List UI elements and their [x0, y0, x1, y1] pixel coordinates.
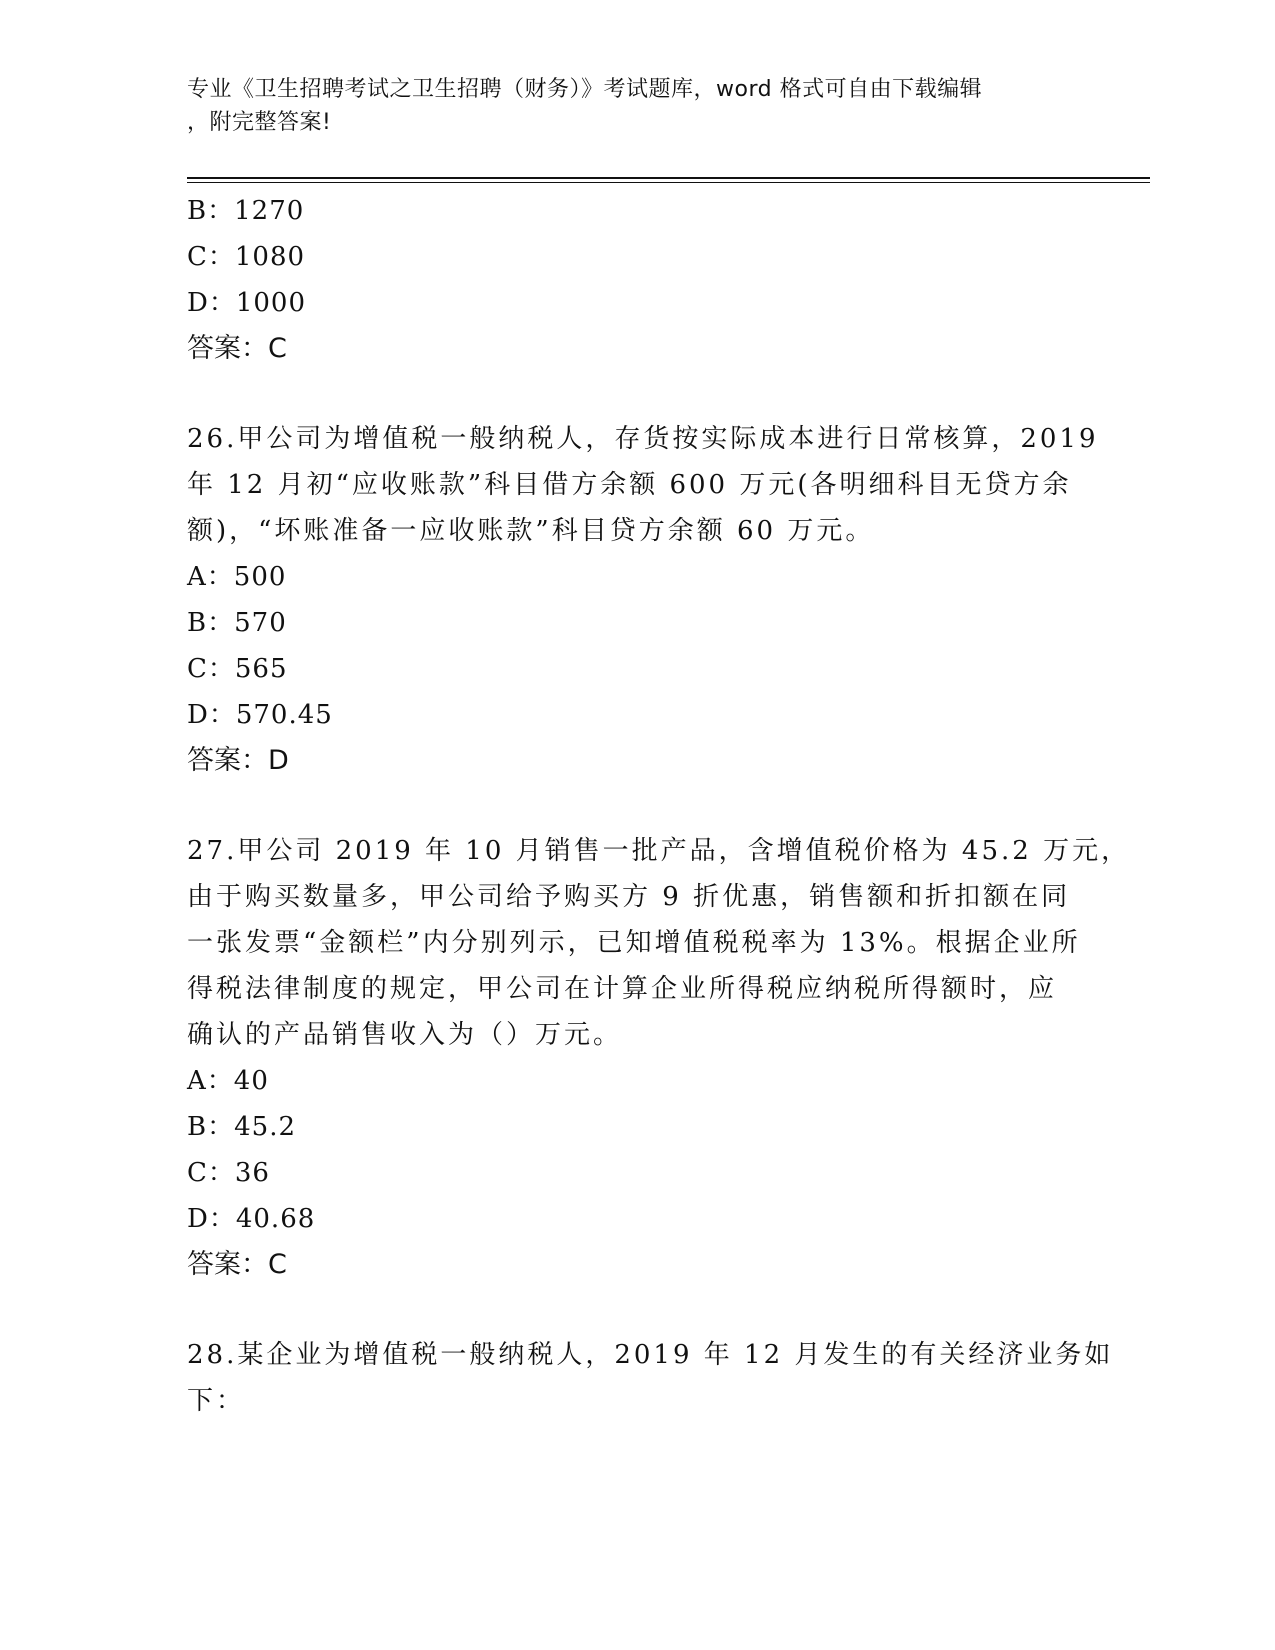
option-b: B：45.2: [187, 1112, 296, 1142]
header-rule-thick: [187, 177, 1150, 179]
option-b: B：1270: [187, 196, 305, 226]
question-stem-line: 年 12 月初“应收账款”科目借方余额 600 万元(各明细科目无贷方余: [187, 470, 1072, 500]
question-stem-line: 确认的产品销售收入为（）万元。: [187, 1020, 623, 1050]
option-a: A：500: [187, 562, 287, 592]
question-spacer: [187, 372, 1087, 416]
option-d: D：40.68: [187, 1204, 316, 1234]
answer: 答案：C: [187, 1249, 287, 1280]
option-c: C：36: [187, 1158, 270, 1188]
question-stem-line: 一张发票“金额栏”内分别列示，已知增值税税率为 13%。根据企业所: [187, 928, 1081, 958]
question-28: [187, 1332, 1114, 1424]
option-a: A：40: [187, 1066, 269, 1096]
option-d: D：1000: [187, 288, 307, 318]
question-stem-line: 由于购买数量多，甲公司给予购买方 9 折优惠，销售额和折扣额在同: [187, 882, 1071, 912]
header-line-2: ，附完整答案!: [187, 110, 332, 135]
question-stem-line: 28.某企业为增值税一般纳税人，2019 年 12 月发生的有关经济业务如: [187, 1340, 1114, 1370]
document-header: [187, 73, 1087, 139]
option-c: C：565: [187, 654, 288, 684]
header-line-1: 专业《卫生招聘考试之卫生招聘（财务）》考试题库，word 格式可自由下载编辑: [187, 77, 983, 102]
question-stem-line: 得税法律制度的规定，甲公司在计算企业所得税应纳税所得额时，应: [187, 974, 1058, 1004]
option-c: C：1080: [187, 242, 306, 272]
question-spacer: [187, 1288, 1087, 1332]
option-d: D：570.45: [187, 700, 333, 730]
option-b: B：570: [187, 608, 287, 638]
question-stem-line: 下：: [187, 1386, 246, 1416]
question-26: [187, 416, 1099, 784]
header-rule-thin: [187, 182, 1150, 183]
answer: 答案：C: [187, 333, 287, 364]
answer: 答案：D: [187, 745, 289, 776]
question-stem-line: 26.甲公司为增值税一般纳税人，存货按实际成本进行日常核算，2019: [187, 424, 1099, 454]
question-stem-line: 额)，“坏账准备一应收账款”科目贷方余额 60 万元。: [187, 516, 875, 546]
question-27: [187, 828, 1131, 1288]
question-stem-line: 27.甲公司 2019 年 10 月销售一批产品，含增值税价格为 45.2 万元，: [187, 836, 1131, 866]
question-25: [187, 188, 1087, 372]
question-spacer: [187, 784, 1087, 828]
question-list: [187, 188, 1131, 1424]
